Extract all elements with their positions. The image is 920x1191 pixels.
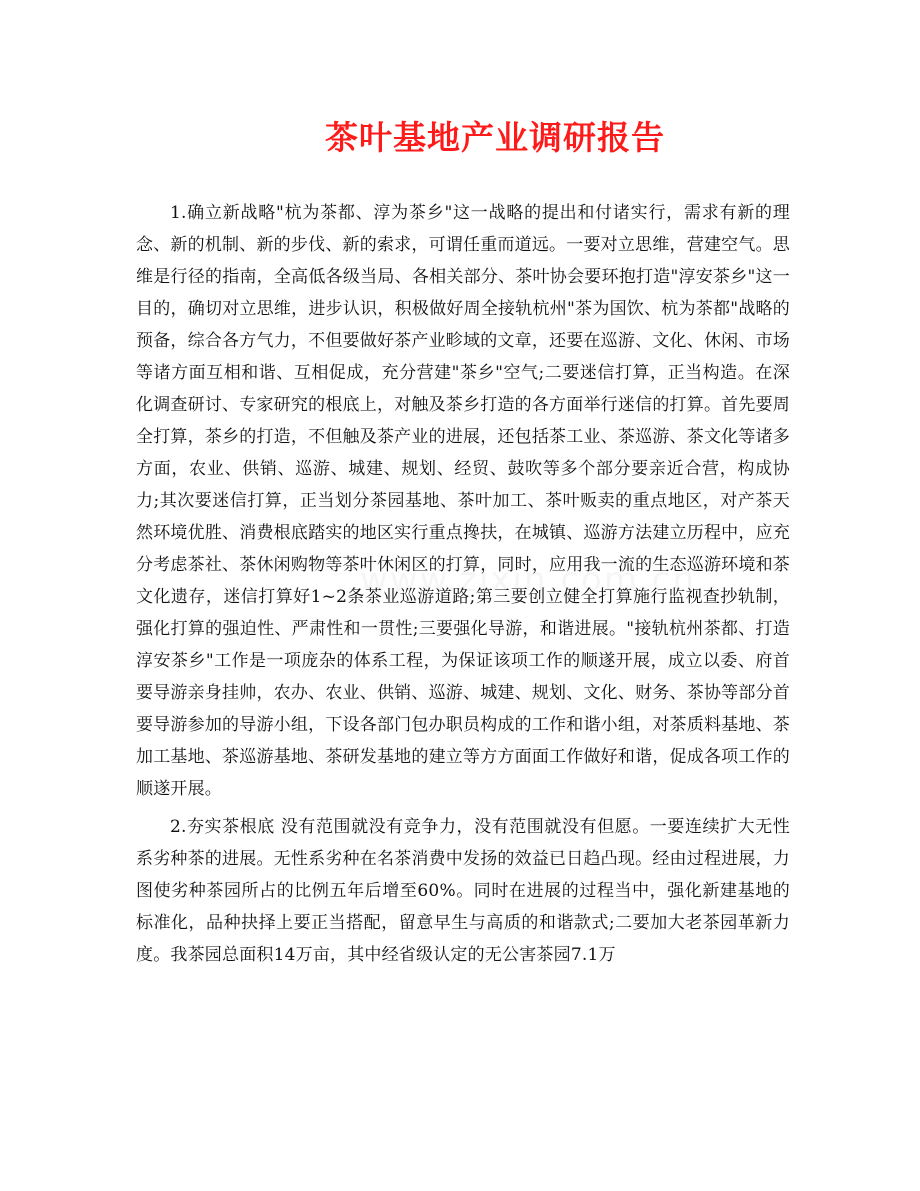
paragraph-2: 2.夯实茶根底 没有范围就没有竞争力，没有范围就没有但愿。一要连续扩大无性系劣种茶的进展。无性系劣种在名茶消费中发扬的效益已日趋凸现。经由过程进展，力图使劣种茶园所占的比例五年后增至60%。同时在进展的过程当中，强化新建基地的标准化，品种抉择上要正当搭配，留意早生与高质的和谐款式;二要加大老茶园革新力度。我茶园总面积14万亩，其中经省级认定的无公害茶园7.1万 xyxy=(136,817,790,965)
document-body xyxy=(136,197,790,971)
paragraph-1: 1.确立新战略"杭为茶都、淳为茶乡"这一战略的提出和付诸实行，需求有新的理念、新的机制、新的步伐、新的索求，可谓任重而道远。一要对立思维，营建空气。思维是行径的指南，全高低各级当局、各相关部分、茶叶协会要环抱打造"淳安茶乡"这一目的，确切对立思维，进步认识，积极做好周全接轨杭州"茶为国饮、杭为茶都"战略的预备，综合各方气力，不但要做好茶产业畛域的文章，还要在巡游、文化、休闲、市场等诸方面互相和谐、互相促成，充分营建"茶乡"空气;二要迷信打算，正当构造。在深化调查研讨、专家研究的根底上，对触及茶乡打造的各方面举行迷信的打算。首先要周全打算，茶乡的打造，不但触及茶产业的进展，还包括茶工业、茶巡游、茶文化等诸多方面，农业、供销、巡游、城建、规划、经贸、鼓吹等多个部分要亲近合营，构成协力;其次要迷信打算，正当划分茶园基地、茶叶加工、茶叶贩卖的重点地区，对产茶天然环境优胜、消费根底踏实的地区实行重点搀扶，在城镇、巡游方法建立历程中，应充分考虑茶社、茶休闲购物等茶叶休闲区的打算，同时，应用我一流的生态巡游环境和茶文化遗存，迷信打算好1~2条茶业巡游道路;第三要创立健全打算施行监视查抄轨制，强化打算的强迫性、严肃性和一贯性;三要强化导游，和谐进展。"接轨杭州茶都、打造淳安茶乡"工作是一项庞杂的体系工程，为保证该项工作的顺遂开展，成立以委、府首要导游亲身挂帅，农办、农业、供销、巡游、城建、规划、文化、财务、茶协等部分首要导游参加的导游小组，下设各部门包办职员构成的工作和谐小组，对茶质料基地、茶加工基地、茶巡游基地、茶研发基地的建立等方方面面工作做好和谐，促成各项工作的顺遂开展。 xyxy=(136,203,790,799)
page-title: 茶叶基地产业调研报告 xyxy=(325,118,665,157)
